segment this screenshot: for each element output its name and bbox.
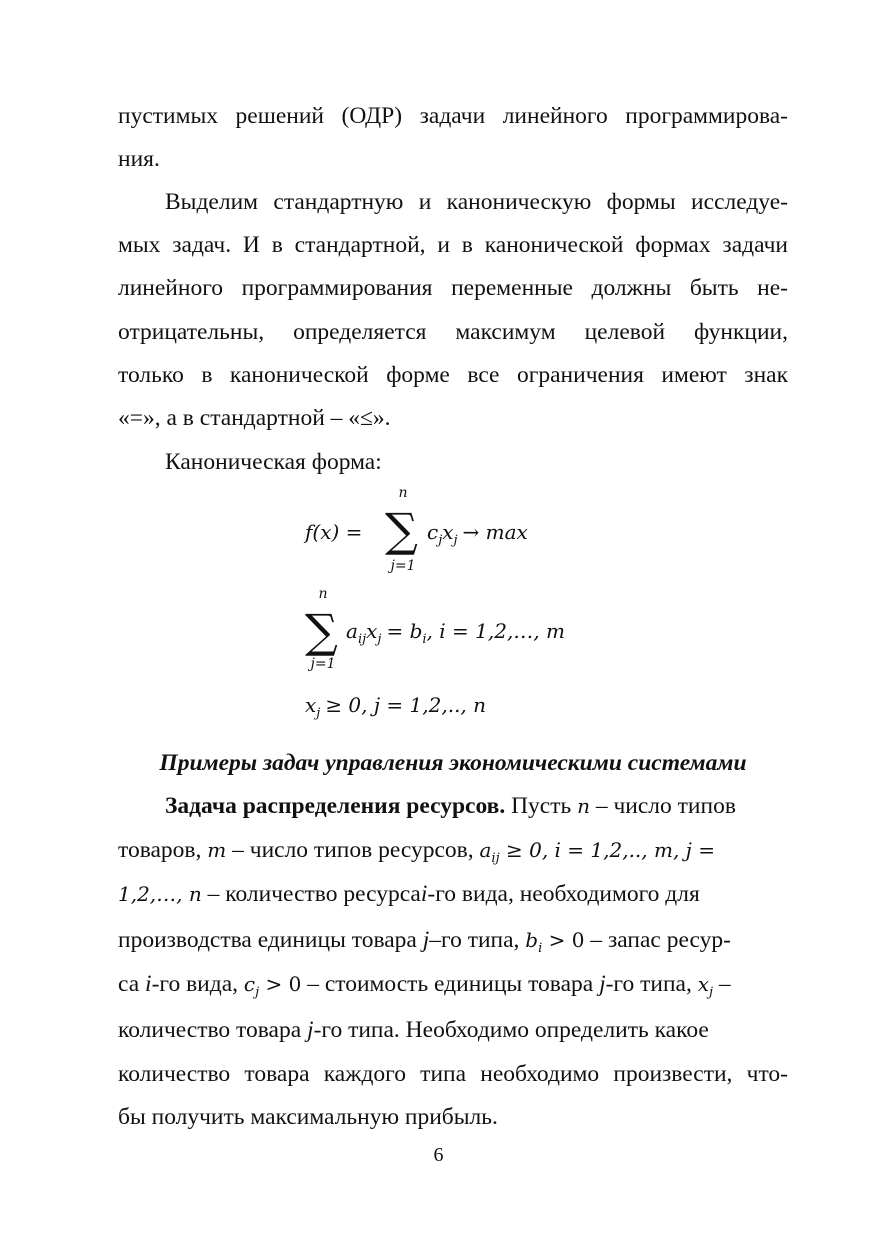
text-line: Задача распределения ресурсов. Пусть n – число типов	[165, 793, 736, 819]
sum-lower-limit: j=1	[310, 656, 336, 672]
text-line: 1,2,…, n – количество ресурсаi-го вида, необходимого для	[118, 881, 700, 907]
sum-upper-limit: n	[398, 485, 408, 501]
sum-symbol: ∑	[385, 503, 418, 557]
constraint-expression: $a_{ij}x_j = b_i$, i = 1,2,…, m	[346, 619, 565, 647]
text-line: количество товара j-го типа. Необходимо определить какое	[118, 1017, 709, 1043]
text-line: только в канонической форме все ограничения имеют знак	[118, 362, 788, 388]
text-line: отрицательны, определяется максимум целевой функции,	[118, 319, 788, 345]
sum-symbol: ∑	[305, 604, 338, 658]
sum-upper-limit: n	[318, 586, 328, 602]
text-line: са i-го вида, $c_j > 0$ – стоимость единицы товара j-го типа, $x_j$ –	[118, 971, 731, 1000]
text-line: пустимых решений (ОДР) задачи линейного программирова-	[118, 103, 788, 129]
text-line: бы получить максимальную прибыль.	[118, 1104, 498, 1130]
text-line: Выделим стандартную и каноническую формы исследуе-	[165, 189, 788, 215]
section-heading: Примеры задач управления экономическими системами	[159, 750, 747, 776]
canonical-label: Каноническая форма:	[165, 449, 382, 475]
objective-lhs: f(x) =	[305, 520, 363, 544]
page-number: 6	[433, 1144, 444, 1166]
text-line: ния.	[118, 146, 160, 172]
text-line: количество товара каждого типа необходимо произвести, что-	[118, 1061, 788, 1087]
text-line: товаров, m – число типов ресурсов, $a_{ij} \ge 0$, i = 1,2,.., m, j =	[118, 837, 715, 866]
text-line: линейного программирования переменные должны быть не-	[118, 275, 788, 301]
text-line: мых задач. И в стандартной, и в канонической формах задачи	[118, 232, 788, 258]
objective-term: $c_jx_j \to \max$	[427, 520, 528, 548]
nonneg-constraint: $x_j \ge 0$, j = 1,2,.., n	[305, 693, 487, 721]
text-line: производства единицы товара j–го типа, $b_i > 0$ – запас ресур-	[118, 927, 731, 956]
text-line: «=», а в стандартной – «≤».	[118, 405, 391, 431]
sum-lower-limit: j=1	[390, 558, 416, 574]
